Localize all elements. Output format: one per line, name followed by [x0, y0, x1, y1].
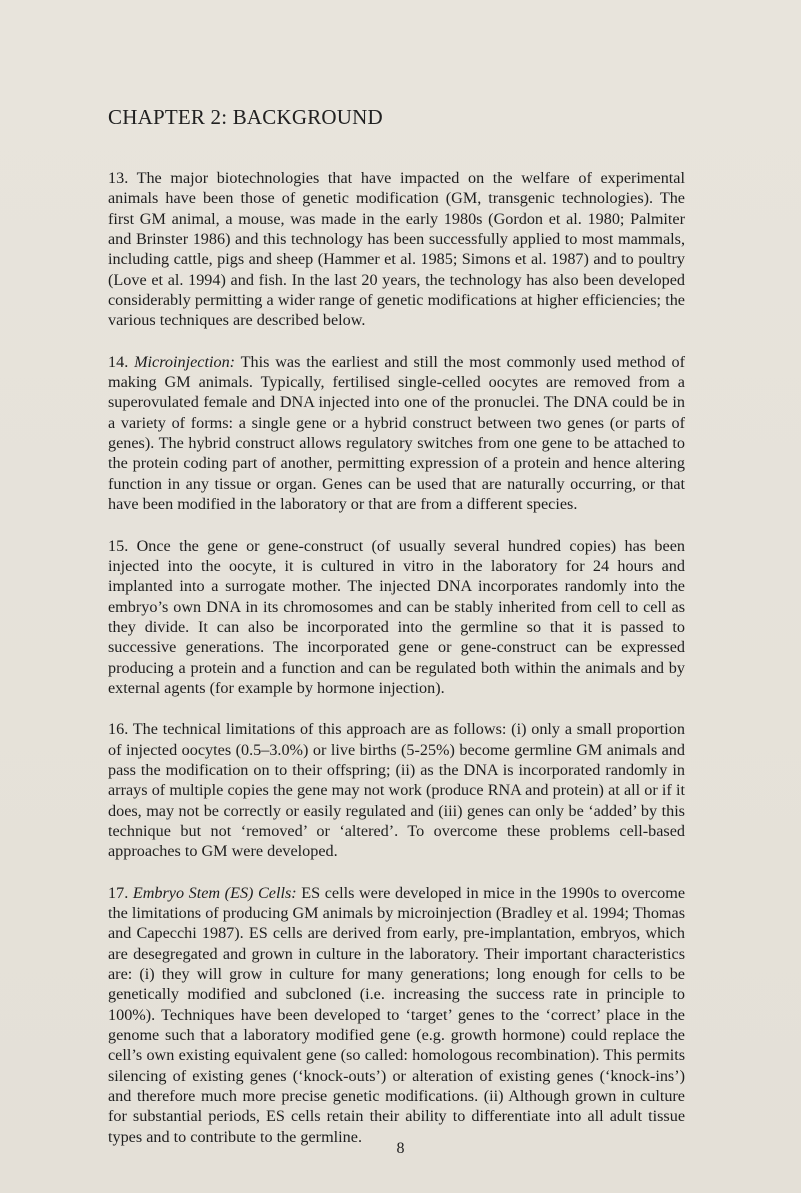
chapter-heading: CHAPTER 2: BACKGROUND [108, 105, 383, 129]
paragraph-17 [108, 883, 685, 1147]
paragraph-number: 13. [108, 169, 129, 187]
paragraph-number: 17. [108, 883, 129, 902]
paragraph-13 [108, 168, 685, 331]
page-number: 8 [396, 1140, 405, 1157]
paragraph-14 [108, 352, 685, 515]
body-text [108, 168, 685, 1168]
paragraph-15 [108, 536, 685, 699]
paragraph-text: The major biotechnologies that have impacted on the welfare of experimental animals have been those of genetic modification (GM, transgenic technologies). The first GM animal, a mouse, was made in the early 1980s (Gordon et al. 1980; Palmiter and Brinster 1986) and this technology has been successfully applied to most mammals, including cattle, pigs and sheep (Hammer et al. 1985; Simons et al. 1987) and to poultry (Love et al. 1994) and fish. In the last 20 years, the technology has also been developed considerably permitting a wider range of genetic modifications at higher efficiencies; the various techniques are described below. [108, 169, 685, 330]
paragraph-number: 14. [108, 352, 129, 371]
paragraph-lead: Embryo Stem (ES) Cells: [132, 883, 297, 902]
paragraph-16 [108, 719, 685, 861]
paragraph-lead: Microinjection: [134, 352, 236, 371]
paragraph-text: This was the earliest and still the most commonly used method of making GM animals. Typically, fertilised single-celled oocytes are removed from a superovulated female and DNA injected into one of the pronuclei. The DNA could be in a variety of forms: a single gene or a hybrid construct between two genes (or parts of genes). The hybrid construct allows regulatory switches from one gene to be attached to the protein coding part of another, permitting expression of a protein and hence altering function in any tissue or organ. Genes can be used that are naturally occurring, or that have been modified in the laboratory or that are from a different species. [108, 352, 685, 514]
paragraph-number: 15. [108, 536, 129, 555]
paragraph-text: ES cells were developed in mice in the 1990s to overcome the limitations of producing GM animals by microinjection (Bradley et al. 1994; Thomas and Capecchi 1987). ES cells are derived from early, pre-implantation, embryos, which are desegregated and grown in culture in the laboratory. Their important characteristics are: (i) they will grow in culture for many generations; long enough for cells to be genetically modified and subcloned (i.e. increasing the success rate in principle to 100%). Techniques have been developed to ‘target’ genes to the ‘correct’ place in the genome such that a laboratory modified gene (e.g. growth hormone) could replace the cell’s own existing equivalent gene (so called: homologous recombination). This permits silencing of existing genes (‘knock-outs’) or alteration of existing genes (‘knock-ins’) and therefore much more precise genetic modifications. (ii) Although grown in culture for substantial periods, ES cells retain their ability to differentiate into all adult tissue types and to contribute to the germline. [108, 883, 686, 1146]
paragraph-text: The technical limitations of this approach are as follows: (i) only a small proportion of injected oocytes (0.5–3.0%) or live births (5-25%) become germline GM animals and pass the modification on to their offspring; (ii) as the DNA is incorporated randomly in arrays of multiple copies the gene may not work (produce RNA and protein) at all or if it does, may not be correctly or easily regulated and (iii) genes can only be ‘added’ by this technique but not ‘removed’ or ‘altered’. To overcome these problems cell-based approaches to GM were developed. [108, 720, 685, 861]
paragraph-text: Once the gene or gene-construct (of usually several hundred copies) has been injected into the oocyte, it is cultured in vitro in the laboratory for 24 hours and implanted into a surrogate mother. The injected DNA incorporates randomly into the embryo’s own DNA in its chromosomes and can be stably inherited from cell to cell as they divide. It can also be incorporated into the germline so that it is passed to successive generations. The incorporated gene or gene-construct can be expressed producing a protein and a function and can be regulated both within the animals and by external agents (for example by hormone injection). [108, 536, 685, 697]
paragraph-number: 16. [108, 720, 129, 739]
